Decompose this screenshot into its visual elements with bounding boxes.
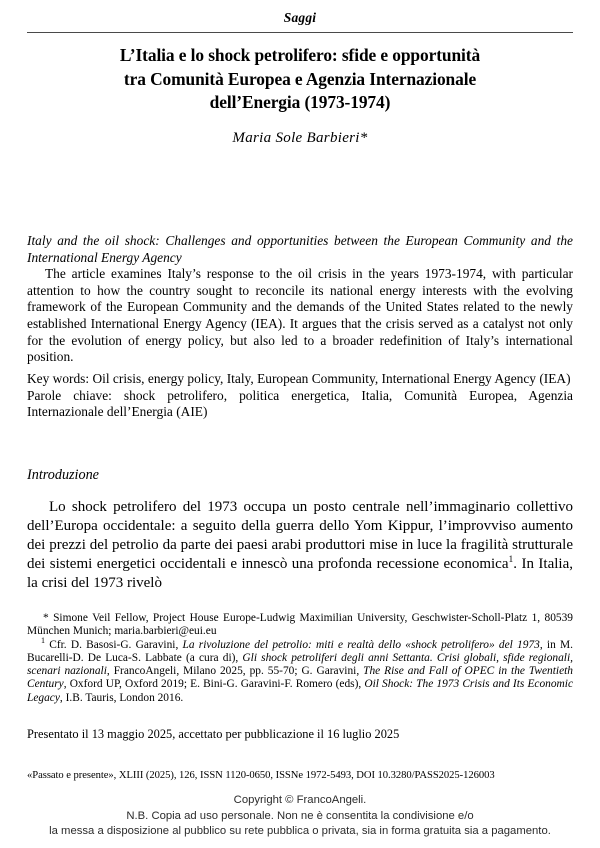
footnote-1-italic-2: Gli shock petroliferi degli anni Settanta. Crisi globali, sfide regionali, scenari nazionali (27, 651, 573, 678)
abstract-english-title: Italy and the oil shock: Challenges and opportunities between the European Community and the International Energy Agency (27, 233, 573, 265)
header-rule (27, 32, 573, 33)
footnote-1-italic-1: La rivoluzione del petrolio: miti e realtà dello «shock petrolifero» del 1973 (182, 638, 540, 651)
footnote-1-seg4: , Oxford UP, Oxford 2019; E. Bini-G. Garavini-F. Romero (eds), (63, 678, 365, 691)
abstract-block (27, 233, 573, 366)
section-heading-introduzione: Introduzione (27, 467, 99, 483)
copyright-line-3: la messa a disposizione al pubblico su rete pubblica o privata, sia in forma gratuita sia a pagamento. (49, 825, 551, 838)
copyright-notice (0, 793, 600, 840)
author-name: Maria Sole Barbieri* (232, 130, 368, 146)
journal-citation: «Passato e presente», XLIII (2025), 126, ISSN 1120-0650, ISSNe 1972-5493, DOI 10.3280/PASS2025-126003 (27, 770, 495, 781)
body-paragraph-part1: Lo shock petrolifero del 1973 occupa un posto centrale nell’immaginario collettivo dell’Europa occidentale: a seguito della guerra dello Yom Kippur, l’improvviso aumento dei prezzi del petrolio da parte dei paesi arabi produttori mise in luce la fragilità strutturale dei sistemi energetici occidentali e innescò una profonda recessione economica (27, 499, 573, 572)
title-line-3: dell’Energia (1973-1974) (209, 92, 391, 112)
abstract-body: The article examines Italy’s response to the oil crisis in the years 1973-1974, with particular attention to how the country sought to reconcile its national energy interests with the evolving framework of the European Community and the demands of the United States related to the newly established International Energy Agency (IEA). It argues that the crisis served as a catalyst not only for the evolution of energy policy, but also led to a broader redefinition of Italy’s international position. (27, 266, 573, 365)
keywords-italian: Parole chiave: shock petrolifero, politica energetica, Italia, Comunità Europea, Agenzia Internazionale dell’Energia (AIE) (27, 387, 573, 420)
submission-dates: Presentato il 13 maggio 2025, accettato per pubblicazione il 16 luglio 2025 (27, 727, 400, 741)
footnote-author-note (27, 612, 573, 639)
footnote-1-seg2: , in M. Bucarelli-D. De Luca-S. Labbate (a cura di), (27, 638, 573, 664)
footnote-1-italic-4: Oil Shock: The 1973 Crisis and Its Economic Legacy (27, 678, 573, 704)
title-line-1: L’Italia e lo shock petrolifero: sfide e opportunità (119, 45, 481, 65)
footnote-1-seg3: , FrancoAngeli, Milano 2025, pp. 55-70; G. Garavini, (106, 665, 364, 678)
body-paragraph (27, 498, 573, 593)
footnote-author-note-text: Simone Veil Fellow, Project House Europe-Ludwig Maximilian University, Geschwister-Scholl-Platz 1, 80539 München Munich; maria.barbieri@eui.eu (27, 612, 573, 638)
body-paragraph-part2: . In Italia, la crisi del 1973 rivelò (27, 555, 573, 591)
copyright-line-2: N.B. Copia ad uso personale. Non ne è consentita la condivisione e/o (126, 809, 474, 822)
footnote-1 (27, 635, 573, 705)
footnote-1-marker: 1 (41, 635, 45, 645)
running-head: Saggi (283, 10, 317, 25)
keywords-english: Key words: Oil crisis, energy policy, Italy, European Community, International Energy Agency (IEA) (27, 371, 571, 386)
keywords-block (27, 371, 573, 421)
copyright-line-1: Copyright © FrancoAngeli. (233, 794, 367, 806)
title-line-2: tra Comunità Europea e Agenzia Internazionale (123, 68, 477, 89)
footnote-1-italic-3: The Rise and Fall of OPEC in the Twentieth Century (27, 665, 573, 691)
footnotes-block (27, 612, 573, 705)
footnote-reference-1[interactable]: 1 (508, 554, 514, 565)
footnote-1-seg5: , I.B. Tauris, London 2016. (59, 691, 184, 704)
footnote-star-marker: * (43, 612, 49, 624)
article-title (60, 44, 540, 115)
body-text-block (27, 498, 573, 593)
footnote-1-seg1: Cfr. D. Basosi-G. Garavini, (45, 638, 183, 651)
